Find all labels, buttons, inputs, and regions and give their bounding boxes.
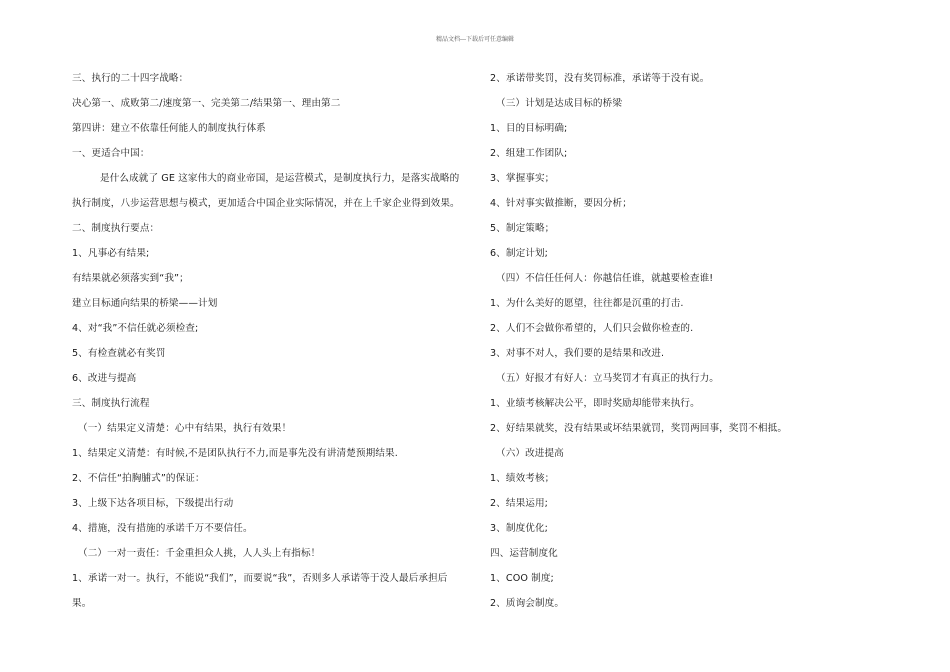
text-line: 2、好结果就奖，没有结果或坏结果就罚，奖罚两回事，奖罚不相抵。	[490, 423, 788, 434]
text-line: （一）结果定义清楚：心中有结果，执行有效果！	[78, 423, 292, 434]
text-line: 3、对事不对人，我们要的是结果和改进.	[490, 348, 665, 359]
text-line: 4、对“我”不信任就必须检查;	[72, 323, 199, 334]
text-line: （五）好报才有好人：立马奖罚才有真正的执行力。	[496, 373, 719, 384]
text-line: 2、结果运用;	[490, 498, 549, 509]
text-line: 4、措施，没有措施的承诺千万不要信任。	[72, 523, 253, 534]
text-line: 建立目标通向结果的桥梁——计划	[72, 298, 218, 309]
text-line: 1、结果定义清楚：有时候,不是团队执行不力,而是事先没有讲清楚预期结果.	[72, 448, 398, 459]
text-line: 一、更适合中国：	[72, 148, 150, 159]
text-line: 果。	[72, 598, 92, 609]
text-line: 三、执行的二十四字战略：	[72, 73, 189, 84]
text-line: 1、业绩考核解决公平，即时奖励却能带来执行。	[490, 398, 700, 409]
right-column	[490, 66, 890, 616]
text-line: 四、运营制度化	[490, 548, 558, 559]
text-line: 三、制度执行流程	[72, 398, 150, 409]
text-line: 4、针对事实做推断，要因分析；	[490, 198, 632, 209]
text-line: 1、绩效考核；	[490, 473, 555, 484]
text-line: （三）计划是达成目标的桥梁	[496, 98, 623, 109]
text-line: 1、为什么美好的愿望，往往都是沉重的打击.	[490, 298, 684, 309]
text-line: 6、制定计划;	[490, 248, 549, 259]
text-line: 1、凡事必有结果;	[72, 248, 150, 259]
text-line: 3、上级下达各项目标，下级提出行动	[72, 498, 234, 509]
text-line: （二）一对一责任：千金重担众人挑，人人头上有指标！	[78, 548, 321, 559]
text-line: （六）改进提高	[496, 448, 564, 459]
text-line: 是什么成就了 GE 这家伟大的商业帝国，是运营模式，是制度执行力，是落实战略的	[100, 173, 460, 184]
left-column	[72, 66, 464, 616]
text-line: 5、有检查就必有奖罚	[72, 348, 166, 359]
text-line: 决心第一、成败第二/速度第一、完美第二/结果第一、理由第二	[72, 98, 341, 109]
text-line: 1、COO 制度;	[490, 573, 554, 584]
text-line: 第四讲：建立不依靠任何能人的制度执行体系	[72, 123, 266, 134]
text-line: 2、不信任“拍胸脯式”的保证：	[72, 473, 205, 484]
text-line: 5、制定策略；	[490, 223, 555, 234]
text-line: 3、制度优化;	[490, 523, 549, 534]
text-line: 二、制度执行要点：	[72, 223, 160, 234]
text-line: 2、人们不会做你希望的，人们只会做你检查的.	[490, 323, 694, 334]
text-line: 执行制度，八步运营思想与模式，更加适合中国企业实际情况，并在上千家企业得到效果。	[72, 198, 460, 209]
text-line: 1、承诺一对一。执行，不能说“我们”，而要说“我”，否则多人承诺等于没人最后承担后	[72, 573, 448, 584]
page-header: 精品文档---下载后可任意编辑	[435, 36, 515, 43]
text-line: 2、质询会制度。	[490, 598, 565, 609]
text-line: 1、目的目标明确;	[490, 123, 568, 134]
text-line: 3、掌握事实；	[490, 173, 555, 184]
text-line: （四）不信任任何人：你越信任谁，就越要检查谁!	[496, 273, 714, 284]
text-line: 6、改进与提高	[72, 373, 137, 384]
text-line: 2、承诺带奖罚，没有奖罚标准，承诺等于没有说。	[490, 73, 710, 84]
text-line: 有结果就必须落实到“我”；	[72, 273, 189, 284]
text-line: 2、组建工作团队;	[490, 148, 568, 159]
